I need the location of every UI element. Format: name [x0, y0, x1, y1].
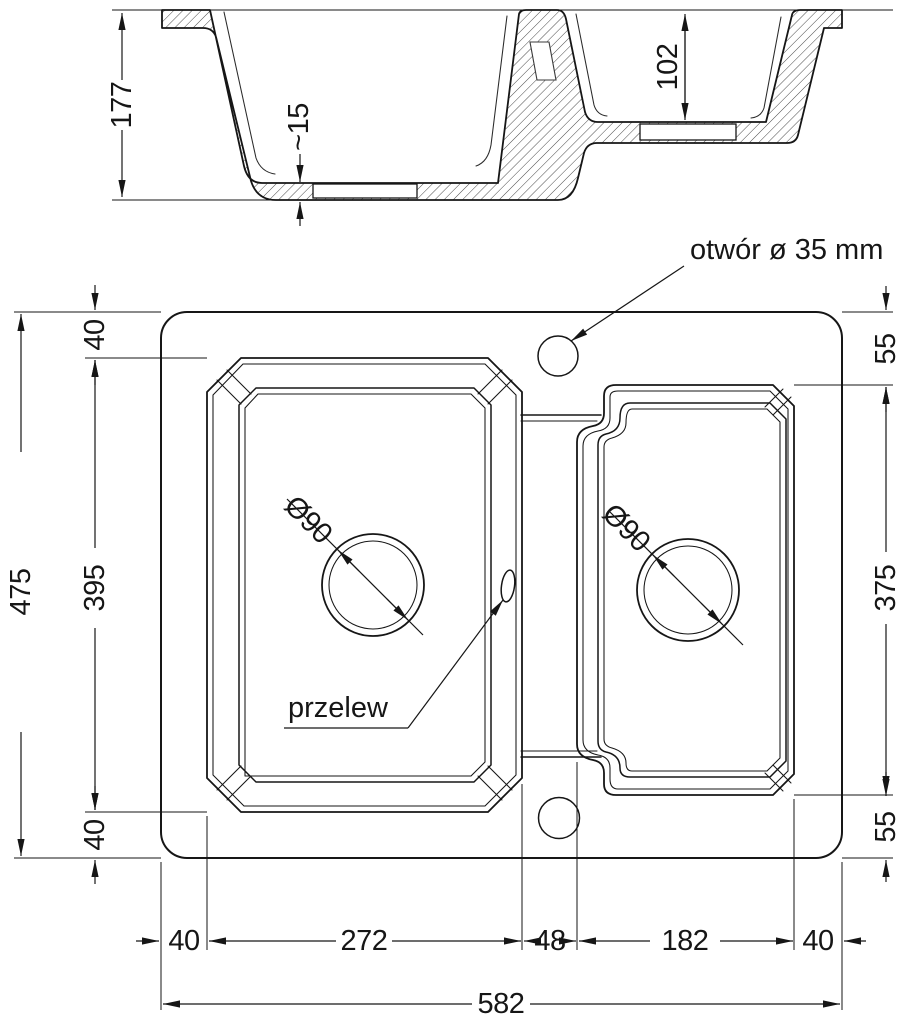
right-bowl	[577, 385, 794, 795]
dim-section-floor-thickness	[283, 103, 315, 226]
right-bowl-corner-bevels	[765, 389, 791, 791]
svg-text:~15: ~15	[283, 103, 315, 151]
svg-text:40: 40	[802, 925, 834, 957]
dim-margin-left	[136, 925, 200, 957]
svg-text:40: 40	[79, 319, 111, 351]
bowl2-drain-recess	[640, 124, 736, 140]
left-bowl	[207, 358, 522, 812]
accessory-hole	[539, 798, 580, 839]
dim-bowl1-width	[209, 925, 521, 957]
svg-text:48: 48	[534, 925, 566, 957]
sink-cross-section-body	[162, 10, 842, 200]
dim-overall-width	[163, 988, 840, 1020]
svg-text:55: 55	[870, 811, 902, 843]
svg-text:40: 40	[168, 925, 200, 957]
tap-hole-label: otwór ø 35 mm	[690, 234, 884, 266]
svg-text:475: 475	[5, 568, 37, 616]
divider	[521, 415, 601, 757]
dim-divider-width	[524, 925, 576, 957]
tap-hole	[538, 336, 578, 376]
svg-text:582: 582	[477, 988, 525, 1020]
dim-bowl2-height	[870, 387, 902, 793]
dim-margin-right	[802, 925, 866, 957]
svg-text:55: 55	[870, 333, 902, 365]
dim-bottom-margin-left	[79, 786, 111, 884]
svg-text:102: 102	[652, 43, 684, 91]
dim-section-bowl2-depth	[652, 14, 685, 120]
drain-right	[596, 498, 743, 645]
section-view	[106, 10, 893, 226]
svg-text:375: 375	[870, 564, 902, 612]
dim-bowl2-width	[579, 925, 793, 957]
dim-section-depth	[106, 13, 138, 197]
plan-view	[5, 234, 902, 1020]
svg-text:395: 395	[79, 564, 111, 612]
drain-left-label: Ø90	[277, 489, 339, 551]
svg-text:40: 40	[79, 819, 111, 851]
svg-text:272: 272	[340, 925, 388, 957]
dim-bowl1-height	[79, 360, 111, 810]
overflow-hole	[499, 569, 516, 602]
svg-text:182: 182	[661, 925, 709, 957]
tap-hole-callout	[571, 234, 883, 341]
bowl1-drain-recess	[313, 184, 417, 198]
drain-right-label: Ø90	[595, 497, 657, 559]
overflow-label: przelew	[288, 692, 388, 724]
dim-bottom-margin-right	[870, 772, 902, 882]
left-bowl-corner-bevels	[217, 370, 512, 800]
extension-lines	[14, 312, 893, 1010]
svg-text:177: 177	[106, 81, 138, 129]
overflow-callout	[284, 600, 503, 728]
dim-overall-height	[5, 314, 37, 856]
bowl1-inner-edge-left	[224, 12, 275, 174]
drain-left	[278, 490, 424, 636]
